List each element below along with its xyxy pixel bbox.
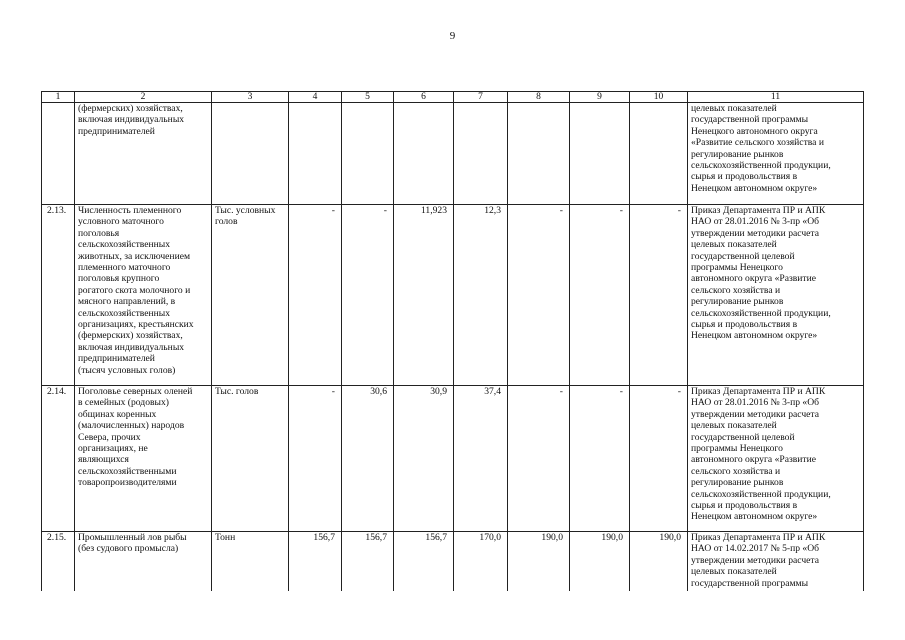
- value-cell: -: [570, 386, 630, 532]
- source-document: Приказ Департамента ПР и АПК НАО от 28.01.2016 № 3-пр «Об утверждении методики расчета целевых показателей государственной целевой программы Ненецкого автономного округа «Развитие сельского хозяйства и регулирование рынков сельскохозяйственной продукции, сырья и продовольствия в Ненецком автономном округе»: [688, 205, 864, 386]
- value-cell: 190,0: [508, 532, 570, 592]
- value-cell: [454, 103, 508, 205]
- table-row: [42, 103, 864, 205]
- column-header: 3: [212, 92, 289, 103]
- row-index: 2.14.: [42, 386, 75, 532]
- column-header: 4: [289, 92, 342, 103]
- column-header: 10: [630, 92, 688, 103]
- column-header: 7: [454, 92, 508, 103]
- column-header: 11: [688, 92, 864, 103]
- table-row: [42, 386, 864, 532]
- indicator-name: Промышленный лов рыбы (без судового промысла): [75, 532, 212, 592]
- value-cell: [508, 103, 570, 205]
- row-index: [42, 103, 75, 205]
- value-cell: -: [342, 205, 394, 386]
- indicator-name: (фермерских) хозяйствах, включая индивидуальных предпринимателей: [75, 103, 212, 205]
- value-cell: -: [630, 205, 688, 386]
- unit-of-measure: Тыс. условных голов: [212, 205, 289, 386]
- value-cell: -: [508, 205, 570, 386]
- value-cell: -: [289, 205, 342, 386]
- unit-of-measure: Тыс. голов: [212, 386, 289, 532]
- page-number: 9: [449, 30, 456, 42]
- value-cell: -: [570, 205, 630, 386]
- source-document: Приказ Департамента ПР и АПК НАО от 28.01.2016 № 3-пр «Об утверждении методики расчета целевых показателей государственной целевой программы Ненецкого автономного округа «Развитие сельского хозяйства и регулирование рынков сельскохозяйственной продукции, сырья и продовольствия в Ненецком автономном округе»: [688, 386, 864, 532]
- indicators-table: [41, 91, 864, 591]
- value-cell: 156,7: [342, 532, 394, 592]
- indicator-name: Численность племенного условного маточного поголовья сельскохозяйственных животных, за исключением племенного маточного поголовья крупного рогатого скота молочного и мясного направлений, в сельскохозяйственных организациях, крестьянских (фермерских) хозяйствах, включая индивидуальных предпринимателей (тысяч условных голов): [75, 205, 212, 386]
- value-cell: [394, 103, 454, 205]
- column-header: 6: [394, 92, 454, 103]
- value-cell: 37,4: [454, 386, 508, 532]
- column-header: 2: [75, 92, 212, 103]
- value-cell: -: [630, 386, 688, 532]
- value-cell: [289, 103, 342, 205]
- column-header: 1: [42, 92, 75, 103]
- value-cell: 156,7: [394, 532, 454, 592]
- value-cell: [570, 103, 630, 205]
- value-cell: 190,0: [570, 532, 630, 592]
- value-cell: -: [289, 386, 342, 532]
- value-cell: 190,0: [630, 532, 688, 592]
- value-cell: 11,923: [394, 205, 454, 386]
- value-cell: 170,0: [454, 532, 508, 592]
- indicator-name: Поголовье северных оленей в семейных (родовых) общинах коренных (малочисленных) народов Севера, прочих организациях, не являющихся сельскохозяйственными товаропроизводителями: [75, 386, 212, 532]
- unit-of-measure: [212, 103, 289, 205]
- value-cell: [630, 103, 688, 205]
- column-header: 5: [342, 92, 394, 103]
- column-number-row: [42, 92, 864, 103]
- table-row: [42, 205, 864, 386]
- table-row: [42, 532, 864, 592]
- column-header: 8: [508, 92, 570, 103]
- value-cell: 156,7: [289, 532, 342, 592]
- source-document: целевых показателей государственной программы Ненецкого автономного округа «Развитие сельского хозяйства и регулирование рынков сельскохозяйственной продукции, сырья и продовольствия в Ненецком автономном округе»: [688, 103, 864, 205]
- unit-of-measure: Тонн: [212, 532, 289, 592]
- value-cell: 30,9: [394, 386, 454, 532]
- source-document: Приказ Департамента ПР и АПК НАО от 14.02.2017 № 5-пр «Об утверждении методики расчета целевых показателей государственной программы: [688, 532, 864, 592]
- value-cell: -: [508, 386, 570, 532]
- row-index: 2.15.: [42, 532, 75, 592]
- value-cell: [342, 103, 394, 205]
- value-cell: 12,3: [454, 205, 508, 386]
- value-cell: 30,6: [342, 386, 394, 532]
- row-index: 2.13.: [42, 205, 75, 386]
- column-header: 9: [570, 92, 630, 103]
